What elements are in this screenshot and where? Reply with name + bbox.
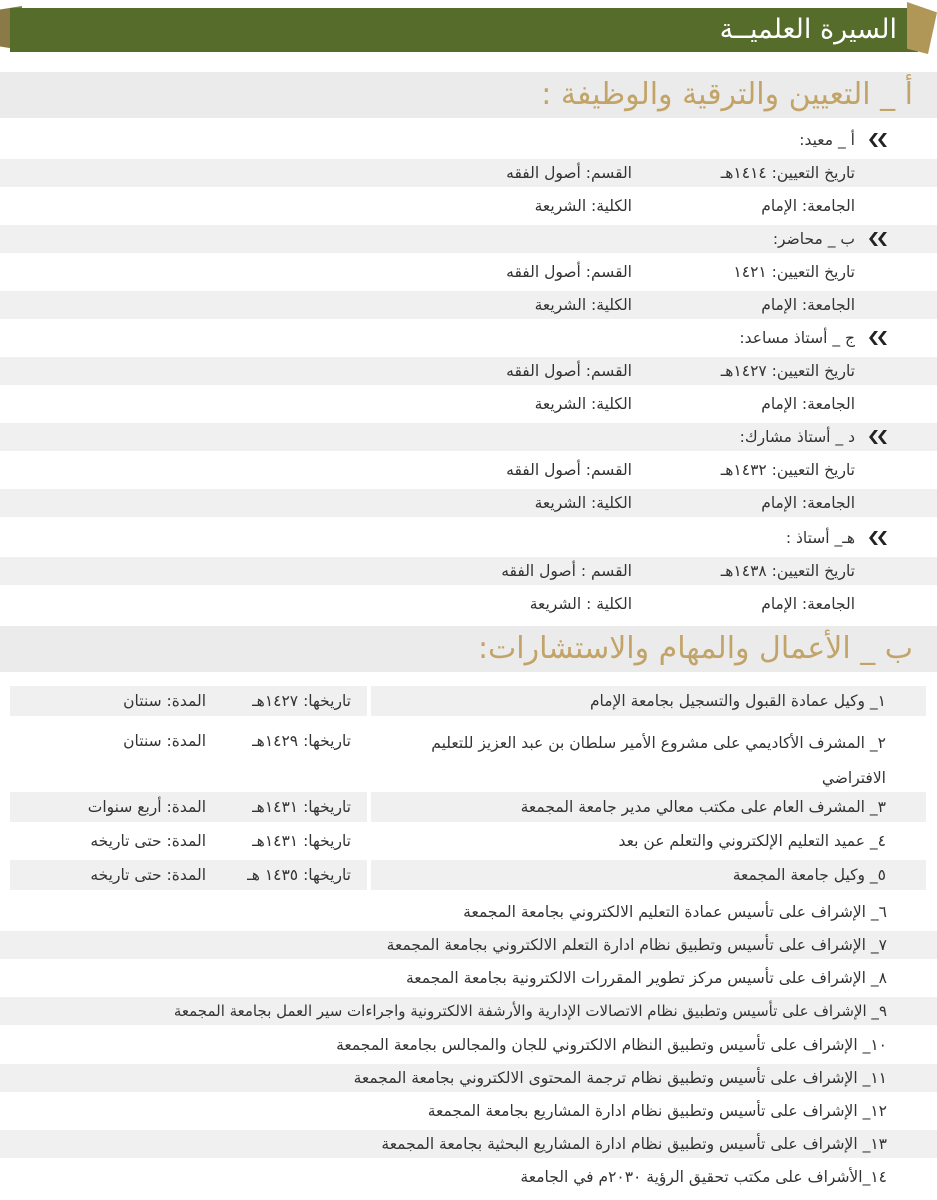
appointment-university: الجامعة: الإمام: [761, 494, 855, 512]
appointment-details-row: [0, 258, 937, 286]
task-list-item: [0, 1031, 937, 1059]
appointment-university: الجامعة: الإمام: [761, 595, 855, 613]
task-text: ٣_ المشرف العام على مكتب معالي مدير جامعة المجمعة: [520, 798, 886, 816]
appointment-details-row: [0, 489, 937, 517]
appointment-dept: القسم: أصول الفقه: [506, 164, 632, 182]
task-list-item: [0, 898, 937, 926]
task-list-text: ١٣_ الإشراف على تأسيس وتطبيق نظام ادارة المشاريع البحثية بجامعة المجمعة: [381, 1135, 887, 1153]
appointment-dept: القسم: أصول الفقه: [506, 263, 632, 281]
appointment-details-row: [0, 291, 937, 319]
appointment-university: الجامعة: الإمام: [761, 296, 855, 314]
task-text: ١_ وكيل عمادة القبول والتسجيل بجامعة الإمام: [589, 692, 886, 710]
task-list-item: [0, 1097, 937, 1125]
task-list-item: [0, 1064, 937, 1092]
double-chevron-icon: [865, 430, 887, 444]
column-divider: [367, 792, 371, 822]
appointment-dept: القسم: أصول الفقه: [506, 461, 632, 479]
task-row: [10, 720, 926, 790]
banner-ribbon-right: [907, 2, 937, 54]
task-date: تاريخها: ١٤٢٩هـ: [252, 732, 351, 750]
appointment-rank: ج _ أستاذ مساعد:: [739, 329, 855, 347]
appointment-college: الكلية : الشريعة: [529, 595, 632, 613]
page-title: السيرة العلميــة: [719, 14, 897, 45]
double-chevron-icon: [865, 331, 887, 345]
task-text: ٢_ المشرف الأكاديمي على مشروع الأمير سلطان بن عبد العزيز للتعليم الافتراضي: [431, 734, 886, 787]
double-chevron-icon: [865, 133, 887, 147]
appointment-rank-row: [0, 524, 937, 552]
task-duration: المدة: أربع سنوات: [87, 798, 206, 816]
appointment-details-row: [0, 557, 937, 585]
task-duration: المدة: حتى تاريخه: [90, 866, 206, 884]
appointment-university: الجامعة: الإمام: [761, 197, 855, 215]
task-list-item: [0, 1130, 937, 1158]
appointment-college: الكلية: الشريعة: [534, 494, 632, 512]
appointment-details-row: [0, 390, 937, 418]
appointment-date: تاريخ التعيين: ١٤٢٧هـ: [720, 362, 855, 380]
task-date: تاريخها: ١٤٢٧هـ: [252, 692, 351, 710]
task-list-text: ٧_ الإشراف على تأسيس وتطبيق نظام ادارة التعلم الالكتروني بجامعة المجمعة: [386, 936, 887, 954]
appointment-rank-row: [0, 225, 937, 253]
task-list-text: ٦_ الإشراف على تأسيس عمادة التعليم الالكتروني بجامعة المجمعة: [463, 903, 887, 921]
appointment-college: الكلية: الشريعة: [534, 395, 632, 413]
appointment-date: تاريخ التعيين: ١٤٣٨هـ: [720, 562, 855, 580]
section-b-title: ب _ الأعمال والمهام والاستشارات:: [477, 631, 913, 666]
appointment-date: تاريخ التعيين: ١٤٣٢هـ: [720, 461, 855, 479]
column-divider: [367, 860, 371, 890]
appointment-rank-row: [0, 126, 937, 154]
task-duration: المدة: سنتان: [123, 692, 206, 710]
appointment-rank: د _ أستاذ مشارك:: [739, 428, 855, 446]
task-list-text: ٨_ الإشراف على تأسيس مركز تطوير المقررات الالكترونية بجامعة المجمعة: [405, 969, 887, 987]
task-date: تاريخها: ١٤٣١هـ: [252, 798, 351, 816]
task-row: [10, 686, 926, 716]
appointment-rank: هـ_ أستاذ :: [785, 529, 855, 547]
section-b-header: [0, 626, 937, 672]
task-row: [10, 792, 926, 822]
task-list-text: ١٠_ الإشراف على تأسيس وتطبيق النظام الالكتروني للجان والمجالس بجامعة المجمعة: [336, 1036, 887, 1054]
task-row: [10, 826, 926, 856]
appointment-dept: القسم : أصول الفقه: [501, 562, 632, 580]
section-a-header: [0, 72, 937, 118]
appointment-details-row: [0, 159, 937, 187]
task-row: [10, 860, 926, 890]
task-list-text: ١١_ الإشراف على تأسيس وتطبيق نظام ترجمة المحتوى الالكتروني بجامعة المجمعة: [353, 1069, 887, 1087]
task-text: ٤_ عميد التعليم الإلكتروني والتعلم عن بعد: [618, 832, 886, 850]
task-list-text: ٩_ الإشراف على تأسيس وتطبيق نظام الاتصالات الإدارية والأرشفة الالكترونية واجراءات سير العمل بجامعة المجمعة: [173, 1002, 887, 1020]
appointment-rank: ب _ محاضر:: [772, 230, 855, 248]
appointment-details-row: [0, 590, 937, 618]
appointment-dept: القسم: أصول الفقه: [506, 362, 632, 380]
appointment-rank: أ _ معيد:: [799, 131, 855, 149]
appointment-college: الكلية: الشريعة: [534, 197, 632, 215]
appointment-details-row: [0, 456, 937, 484]
appointment-rank-row: [0, 324, 937, 352]
task-list-item: [0, 931, 937, 959]
column-divider: [367, 686, 371, 716]
task-date: تاريخها: ١٤٣٥ هـ: [247, 866, 351, 884]
task-list-text: ١٤_الأشراف على مكتب تحقيق الرؤية ٢٠٣٠م في الجامعة: [520, 1168, 887, 1186]
task-list-text: ١٢_ الإشراف على تأسيس وتطبيق نظام ادارة المشاريع بجامعة المجمعة: [427, 1102, 887, 1120]
task-list-item: [0, 964, 937, 992]
task-text: ٥_ وكيل جامعة المجمعة: [732, 866, 886, 884]
double-chevron-icon: [865, 531, 887, 545]
section-a-title: أ _ التعيين والترقية والوظيفة :: [541, 77, 913, 112]
double-chevron-icon: [865, 232, 887, 246]
appointment-details-row: [0, 192, 937, 220]
task-duration: المدة: سنتان: [123, 732, 206, 750]
task-list-item: [0, 997, 937, 1025]
task-duration: المدة: حتى تاريخه: [90, 832, 206, 850]
appointment-date: تاريخ التعيين: ١٤١٤هـ: [720, 164, 855, 182]
appointment-college: الكلية: الشريعة: [534, 296, 632, 314]
task-date: تاريخها: ١٤٣١هـ: [252, 832, 351, 850]
appointment-university: الجامعة: الإمام: [761, 395, 855, 413]
appointment-details-row: [0, 357, 937, 385]
appointment-rank-row: [0, 423, 937, 451]
task-list-item: [0, 1163, 937, 1191]
appointment-date: تاريخ التعيين: ١٤٢١: [733, 263, 855, 281]
